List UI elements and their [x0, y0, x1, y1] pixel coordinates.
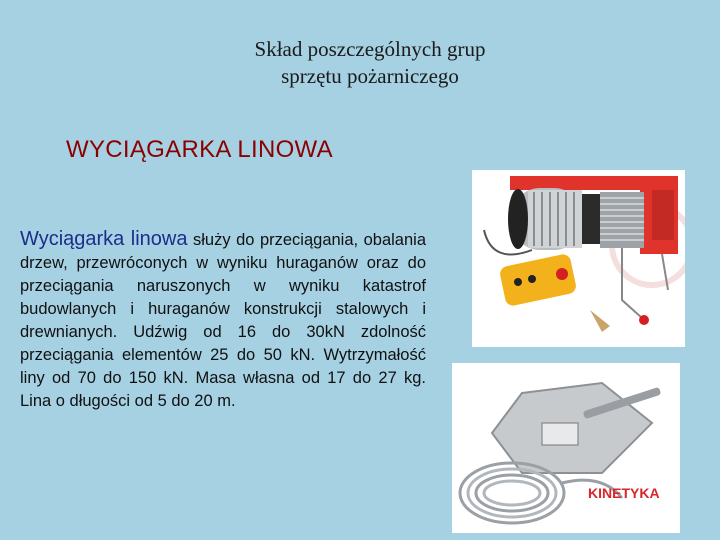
slide-title	[0, 36, 720, 90]
description-paragraph	[20, 228, 426, 413]
hand-winch-photo	[452, 363, 680, 533]
electric-winch-image	[472, 170, 685, 347]
description-text: służy do przeciągania, obalania drzew, przewróconych w wyniku huraganów oraz do przeciągania naruszonych w wyniku katastrof budowlanych i huraganów konstrukcji stalowych i drewnianych. Udźwig od 16 do 30kN zdolność przeciągania elementów 25 do 50 kN. Wytrzymałość liny od 70 do 150 kN. Masa własna od 17 do 27 kg. Lina o długości od 5 do 20 m.	[20, 231, 426, 410]
electric-winch-photo	[472, 170, 685, 347]
watermark-logo: KINETYKA	[588, 485, 660, 501]
title-line-1: Skład poszczególnych grup	[254, 37, 486, 61]
description-lead: Wyciągarka linowa	[20, 228, 188, 250]
section-heading: WYCIĄGARKA LINOWA	[66, 136, 333, 163]
title-line-2: sprzętu pożarniczego	[281, 64, 459, 88]
hand-winch-image	[452, 363, 680, 533]
